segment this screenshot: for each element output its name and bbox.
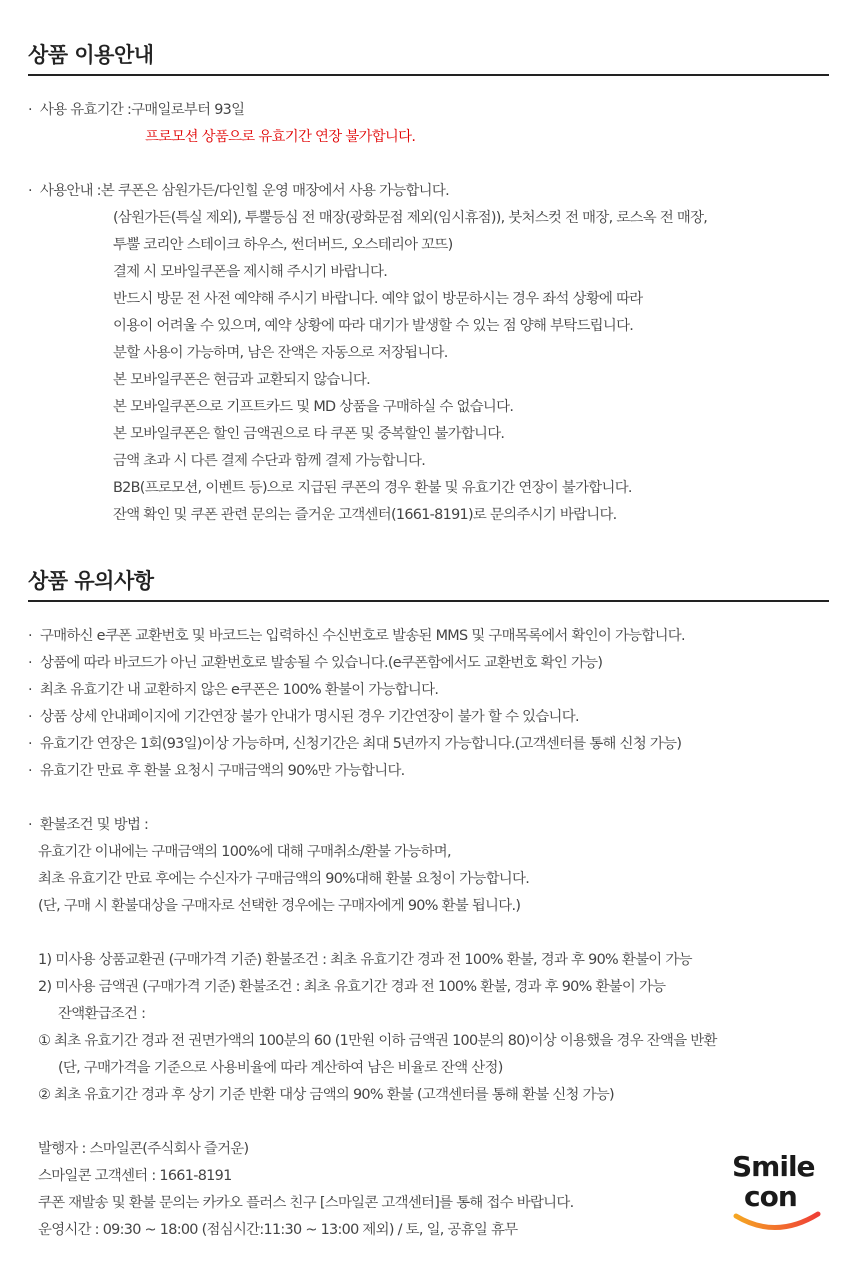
notice-item [28,758,829,785]
guide-line: 금액 초과 시 다른 결제 수단과 함께 결제 가능합니다. [113,453,426,469]
guide-line: 잔액 확인 및 쿠폰 관련 문의는 즐거운 고객센터(1661-8191)로 문의주시기 바랍니다. [113,507,617,523]
usage-section-title: 상품 이용안내 [28,40,829,76]
bullet: · [28,102,32,118]
guide-line: 투뿔 코리안 스테이크 하우스, 썬더버드, 오스테리아 꼬뜨) [113,237,453,253]
refund-title: 환불조건 및 방법 : [40,817,149,833]
bullet: · [28,817,32,833]
notice-item-text: 유효기간 연장은 1회(93일)이상 가능하며, 신청기간은 최대 5년까지 가능합니다.(고객센터를 통해 신청 가능) [40,736,682,752]
notice-item [28,704,829,731]
balance-label: 잔액환급조건 : [58,1006,146,1022]
issuer-line: 발행자 : 스마일콘(주식회사 즐거운) [38,1141,249,1157]
notice-item-text: 상품 상세 안내페이지에 기간연장 불가 안내가 명시된 경우 기간연장이 불가 할 수 있습니다. [40,709,579,725]
logo-text-con: con [744,1180,797,1213]
guide-line: (삼원가든(특실 제외), 투뿔등심 전 매장(광화문점 제외(임시휴점)), 붓처스컷 전 매장, 로스옥 전 매장, [113,210,708,226]
bullet: · [28,682,32,698]
balance-condition-1: ① 최초 유효기간 경과 전 권면가액의 100분의 60 (1만원 이하 금액권 100분의 80)이상 이용했을 경우 잔액을 반환 [38,1033,717,1049]
notice-item [28,623,829,650]
refund-condition-1: 1) 미사용 상품교환권 (구매가격 기준) 환불조건 : 최초 유효기간 경과 전 100% 환불, 경과 후 90% 환불이 가능 [38,952,692,968]
refund-desc: 유효기간 이내에는 구매금액의 100%에 대해 구매취소/환불 가능하며, [38,844,451,860]
notice-item [28,650,829,677]
notice-item-text: 유효기간 만료 후 환불 요청시 구매금액의 90%만 가능합니다. [40,763,405,779]
usage-section [28,40,829,529]
guide-line: B2B(프로모션, 이벤트 등)으로 지급된 쿠폰의 경우 환불 및 유효기간 연장이 불가합니다. [113,480,632,496]
issuer-line: 쿠폰 재발송 및 환불 문의는 카카오 플러스 친구 [스마일콘 고객센터]를 통해 접수 바랍니다. [38,1195,574,1211]
refund-title-row [28,812,829,839]
notice-item-text: 최초 유효기간 내 교환하지 않은 e쿠폰은 100% 환불이 가능합니다. [40,682,439,698]
balance-condition-1-note: (단, 구매가격을 기준으로 사용비율에 따라 계산하여 남은 비율로 잔액 산정) [58,1060,503,1076]
guide-row [28,178,829,205]
guide-line: 본 모바일쿠폰은 할인 금액권으로 타 쿠폰 및 중복할인 불가합니다. [113,426,505,442]
issuer-line: 스마일콘 고객센터 : 1661-8191 [38,1168,232,1184]
notice-section-title: 상품 유의사항 [28,566,829,602]
refund-condition-2: 2) 미사용 금액권 (구매가격 기준) 환불조건 : 최초 유효기간 경과 전 100% 환불, 경과 후 90% 환불이 가능 [38,979,666,995]
notice-item [28,677,829,704]
guide-line: 분할 사용이 가능하며, 남은 잔액은 자동으로 저장됩니다. [113,345,448,361]
promo-notice: 프로모션 상품으로 유효기간 연장 불가합니다. [145,129,416,145]
guide-line: 본 모바일쿠폰은 현금과 교환되지 않습니다. [113,372,370,388]
bullet: · [28,763,32,779]
issuer-line: 운영시간 : 09:30 ~ 18:00 (점심시간:11:30 ~ 13:00 제외) / 토, 일, 공휴일 휴무 [38,1222,518,1238]
balance-condition-2: ② 최초 유효기간 경과 후 상기 기준 반환 대상 금액의 90% 환불 (고객센터를 통해 환불 신청 가능) [38,1087,614,1103]
guide-first-line: 본 쿠폰은 삼원가든/다인힐 운영 매장에서 사용 가능합니다. [100,183,449,199]
bullet: · [28,709,32,725]
refund-desc: 최초 유효기간 만료 후에는 수신자가 구매금액의 90%대해 환불 요청이 가능합니다. [38,871,530,887]
smilecon-logo [732,1152,824,1240]
guide-line: 반드시 방문 전 사전 예약해 주시기 바랍니다. 예약 없이 방문하시는 경우 좌석 상황에 따라 [113,291,643,307]
guide-line: 결제 시 모바일쿠폰을 제시해 주시기 바랍니다. [113,264,388,280]
notice-item-text: 상품에 따라 바코드가 아닌 교환번호로 발송될 수 있습니다.(e쿠폰함에서도 교환번호 확인 가능) [40,655,603,671]
validity-label: 사용 유효기간 : [40,102,132,118]
logo-text-smile: Smile [732,1150,815,1183]
bullet: · [28,183,32,199]
bullet: · [28,628,32,644]
guide-line: 이용이 어려울 수 있으며, 예약 상황에 따라 대기가 발생할 수 있는 점 양해 부탁드립니다. [113,318,634,334]
validity-value: 구매일로부터 93일 [131,102,245,118]
bullet: · [28,736,32,752]
refund-desc: (단, 구매 시 환불대상을 구매자로 선택한 경우에는 구매자에게 90% 환불 됩니다.) [38,898,521,914]
validity-row [28,97,829,124]
guide-line: 본 모바일쿠폰으로 기프트카드 및 MD 상품을 구매하실 수 없습니다. [113,399,514,415]
notice-item-text: 구매하신 e쿠폰 교환번호 및 바코드는 입력하신 수신번호로 발송된 MMS 및 구매목록에서 확인이 가능합니다. [40,628,685,644]
notice-item [28,731,829,758]
notice-section [28,566,829,1244]
bullet: · [28,655,32,671]
logo-smile-curve-icon [732,1210,824,1236]
guide-label: 사용안내 : [40,183,101,199]
